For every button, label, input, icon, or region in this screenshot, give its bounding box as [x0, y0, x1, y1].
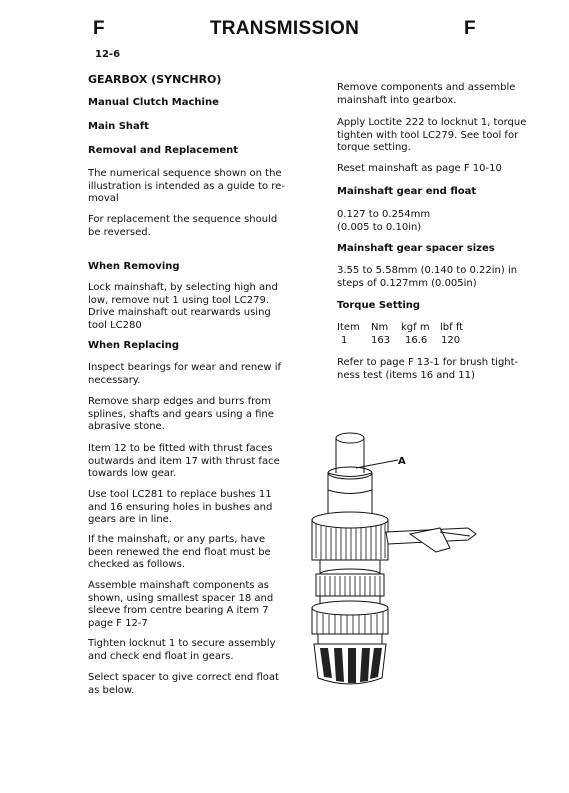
heading-when-replacing: When Replacing [88, 340, 179, 351]
heading-end-float: Mainshaft gear end float [337, 186, 477, 197]
text-line: shown, using smallest spacer 18 and [88, 592, 274, 604]
replacing-paragraph-4 [88, 489, 272, 527]
replacing-paragraph-7 [88, 638, 275, 663]
header-right-letter: F [464, 18, 476, 39]
replacing-paragraph-8 [88, 672, 279, 697]
text-line: towards low gear. [88, 468, 177, 480]
torque-table [337, 322, 517, 348]
right-paragraph-2 [337, 117, 526, 155]
text-line: illustration is intended as a guide to re- [88, 180, 285, 192]
text-line: and 16 ensuring holes in bushes and [88, 501, 273, 513]
text-line: Remove components and assemble [337, 82, 516, 93]
text-line: Use tool LC281 to replace bushes 11 [88, 489, 272, 500]
text-line: as below. [88, 684, 135, 696]
page-title: TRANSMISSION [209, 18, 360, 39]
header-left-letter: F [93, 18, 105, 39]
right-paragraph-3 [337, 163, 502, 176]
mainshaft-illustration [290, 428, 490, 690]
torque-header-item: Item [337, 322, 360, 333]
replacing-paragraph-6 [88, 580, 273, 630]
text-line: tool LC280 [88, 319, 142, 331]
intro-paragraph-2 [88, 214, 277, 239]
torque-header-kgfm: kgf m [401, 322, 430, 333]
torque-cell-kgfm: 16.6 [405, 334, 428, 346]
text-line: page F 12-7 [88, 617, 148, 629]
replacing-paragraph-5 [88, 534, 271, 572]
subheading-manual-clutch: Manual Clutch Machine [88, 97, 219, 108]
text-line: Reset mainshaft as page F 10-10 [337, 163, 502, 174]
text-line: mainshaft into gearbox. [337, 94, 457, 106]
callout-label-a: A [398, 456, 406, 467]
subheading-removal-replacement: Removal and Replacement [88, 145, 239, 156]
text-line: Inspect bearings for wear and renew if [88, 362, 282, 373]
text-line: For replacement the sequence should [88, 214, 278, 225]
spacer-paragraph [337, 265, 517, 290]
text-line: torque setting. [337, 142, 411, 154]
intro-paragraph-1 [88, 168, 285, 206]
replacing-paragraph-3 [88, 443, 280, 481]
heading-torque-setting: Torque Setting [337, 300, 421, 311]
right-paragraph-1 [337, 82, 515, 107]
subheading-main-shaft: Main Shaft [88, 121, 149, 132]
torque-header-nm: Nm [371, 322, 389, 333]
text-line: If the mainshaft, or any parts, have [88, 534, 266, 545]
text-line: Tighten locknut 1 to secure assembly [88, 638, 276, 649]
text-line: 3.55 to 5.58mm (0.140 to 0.22in) in [337, 265, 518, 276]
text-line: 0.127 to 0.254mm [337, 209, 431, 220]
text-line: Select spacer to give correct end float [88, 672, 279, 683]
replacing-paragraph-2 [88, 396, 274, 434]
text-line: low, remove nut 1 using tool LC279. [88, 294, 270, 306]
text-line: and check end float in gears. [88, 650, 234, 662]
end-float-paragraph [337, 209, 430, 234]
torque-cell-item: 1 [341, 334, 348, 346]
text-line: splines, shafts and gears using a fine [88, 408, 274, 420]
text-line: abrasive stone. [88, 421, 165, 433]
text-line: been renewed the end float must be [88, 546, 271, 558]
text-line: The numerical sequence shown on the [88, 168, 282, 179]
text-line: moval [88, 193, 119, 205]
text-line: outwards and item 17 with thrust face [88, 455, 280, 467]
text-line: necessary. [88, 374, 141, 386]
text-line: Remove sharp edges and burrs from [88, 396, 271, 407]
text-line: Drive mainshaft out rearwards using [88, 307, 271, 319]
text-line: steps of 0.127mm (0.005in) [337, 277, 477, 289]
heading-when-removing: When Removing [88, 261, 180, 272]
removing-paragraph [88, 282, 278, 332]
text-line: Assemble mainshaft components as [88, 580, 270, 591]
torque-cell-nm: 163 [371, 334, 391, 346]
text-line: be reversed. [88, 226, 151, 238]
section-title: GEARBOX (SYNCHRO) [88, 73, 222, 86]
text-line: sleeve from centre bearing A item 7 [88, 605, 269, 617]
page-number: 12-6 [95, 49, 121, 60]
torque-header-lbfft: lbf ft [440, 322, 464, 333]
text-line: Apply Loctite 222 to locknut 1, torque [337, 117, 527, 128]
text-line: (0.005 to 0.10in) [337, 221, 422, 233]
text-line: tighten with tool LC279. See tool for [337, 129, 519, 141]
text-line: checked as follows. [88, 559, 185, 571]
torque-cell-lbfft: 120 [441, 334, 461, 346]
text-line: Refer to page F 13-1 for brush tight- [337, 357, 519, 368]
heading-spacer-sizes: Mainshaft gear spacer sizes [337, 243, 495, 254]
replacing-paragraph-1 [88, 362, 281, 387]
text-line: Lock mainshaft, by selecting high and [88, 282, 278, 293]
text-line: ness test (items 16 and 11) [337, 369, 475, 381]
brush-test-paragraph [337, 357, 518, 382]
text-line: gears are in line. [88, 514, 172, 526]
text-line: Item 12 to be fitted with thrust faces [88, 443, 273, 454]
